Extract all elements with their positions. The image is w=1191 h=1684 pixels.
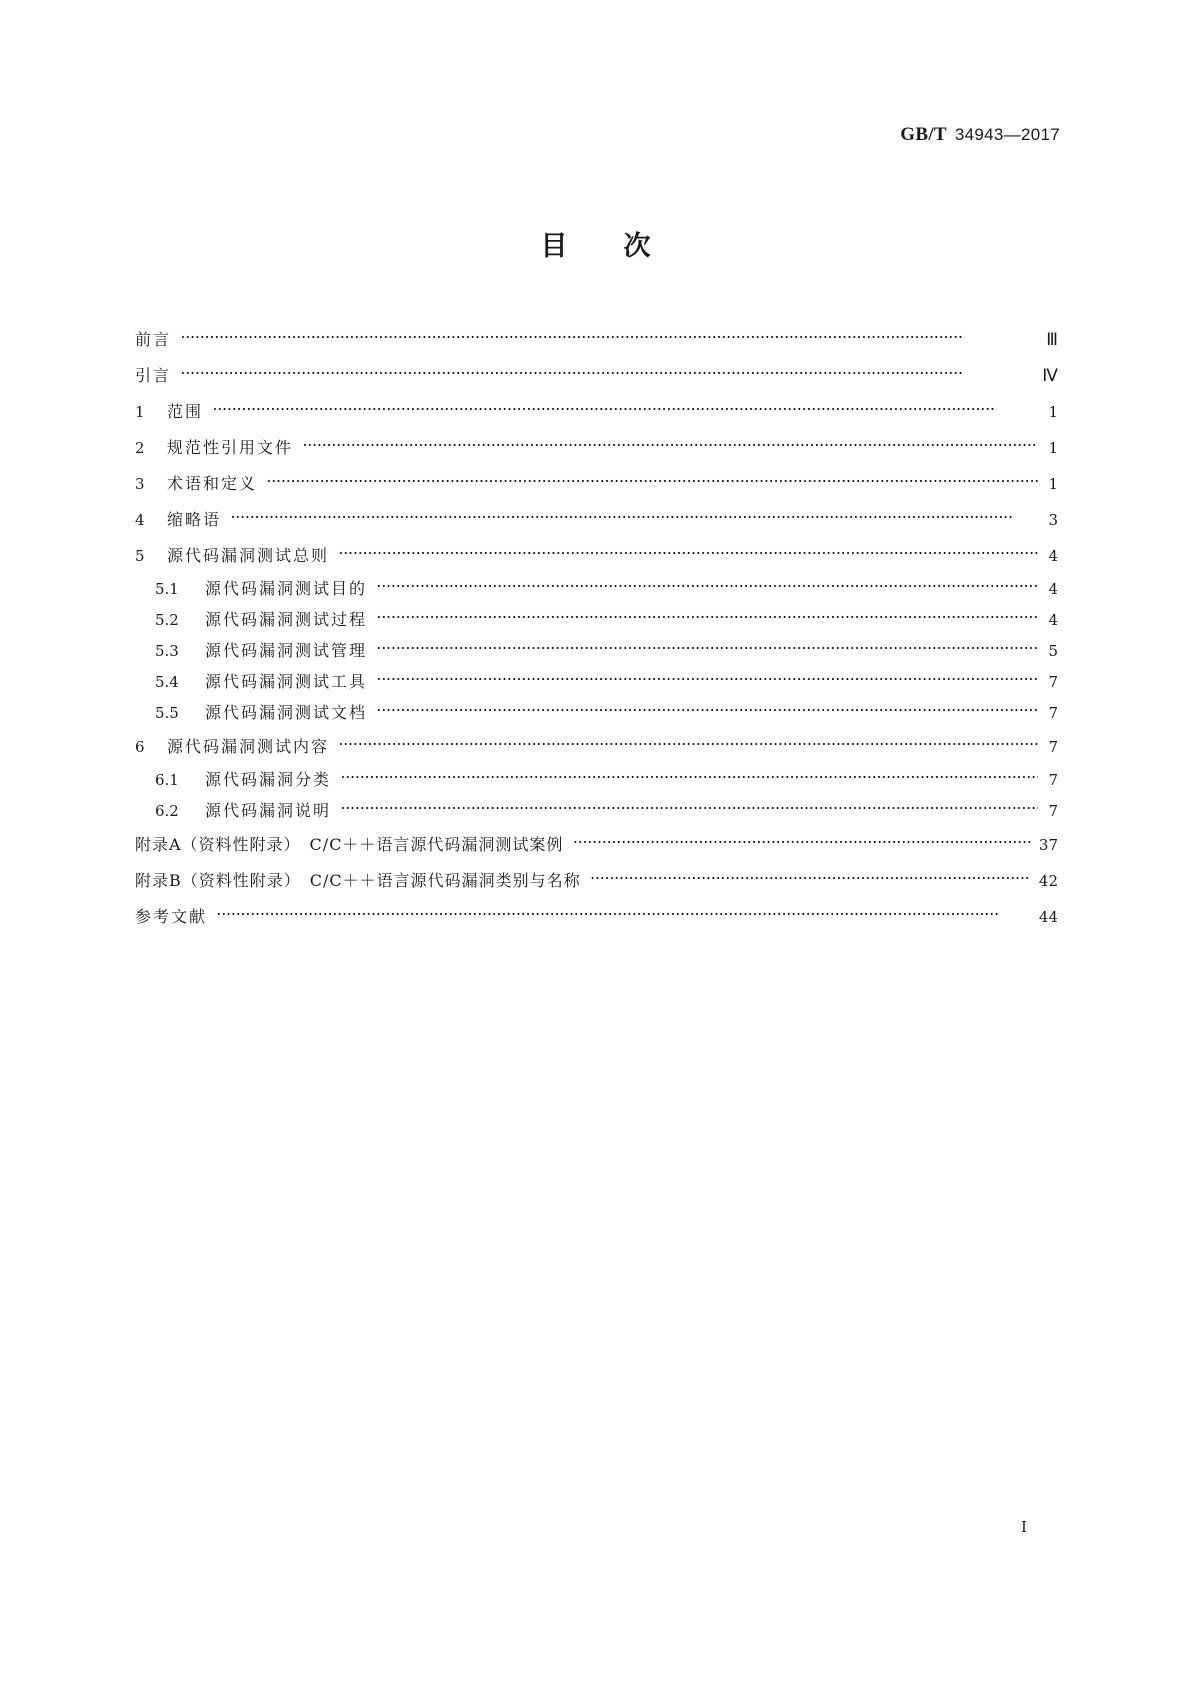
- toc-number: 5.4: [155, 673, 179, 691]
- toc-entry-2[interactable]: [135, 435, 1058, 471]
- toc-number: 5: [135, 547, 145, 565]
- toc-entry-5-4[interactable]: [135, 669, 1058, 700]
- standard-code: [900, 124, 1060, 146]
- dot-leader: [267, 475, 1038, 488]
- toc-entry-6-1[interactable]: [135, 767, 1058, 798]
- dot-leader: [377, 611, 1038, 624]
- toc-label: 缩略语: [167, 510, 222, 529]
- toc-page: 4: [1048, 611, 1058, 629]
- table-of-contents: [135, 327, 1058, 940]
- dot-leader: [341, 802, 1038, 815]
- toc-entry-3[interactable]: [135, 471, 1058, 507]
- toc-number: 6.2: [155, 802, 179, 820]
- dot-leader: [339, 547, 1038, 560]
- standard-number: 34943—2017: [954, 125, 1060, 144]
- dot-leader: [573, 836, 1030, 849]
- toc-entry-bibliography[interactable]: [135, 904, 1058, 940]
- dot-leader: [377, 704, 1038, 717]
- toc-entry-5-2[interactable]: [135, 607, 1058, 638]
- dot-leader: [377, 580, 1038, 593]
- standard-prefix: GB/T: [900, 124, 947, 145]
- toc-page: 7: [1048, 673, 1058, 691]
- dot-leader: [181, 367, 1034, 380]
- toc-label: 范围: [167, 402, 204, 421]
- toc-entry-introduction[interactable]: [135, 363, 1058, 399]
- toc-number: 2: [135, 439, 145, 457]
- toc-page: 42: [1038, 872, 1058, 890]
- toc-page: 4: [1048, 547, 1058, 565]
- toc-entry-foreword[interactable]: [135, 327, 1058, 363]
- toc-number: 5.3: [155, 642, 179, 660]
- toc-number: 5.5: [155, 704, 179, 722]
- dot-leader: [213, 403, 1038, 416]
- toc-label: 附录B（资料性附录） C/C＋＋语言源代码漏洞类别与名称: [135, 871, 581, 890]
- dot-leader: [231, 511, 1038, 524]
- toc-label: 源代码漏洞分类: [205, 770, 332, 789]
- toc-number: 5.1: [155, 580, 179, 598]
- toc-label: 源代码漏洞测试目的: [205, 579, 368, 598]
- dot-leader: [591, 872, 1031, 885]
- toc-number: 6: [135, 738, 145, 756]
- toc-number: 5.2: [155, 611, 179, 629]
- toc-label: 术语和定义: [167, 474, 258, 493]
- toc-entry-5-1[interactable]: [135, 576, 1058, 607]
- toc-entry-1[interactable]: [135, 399, 1058, 435]
- toc-entry-4[interactable]: [135, 507, 1058, 543]
- toc-label: 参考文献: [135, 907, 208, 926]
- toc-label: 引言: [135, 366, 172, 385]
- dot-leader: [341, 771, 1038, 784]
- toc-page: 7: [1048, 802, 1058, 820]
- page-number: I: [1021, 1518, 1027, 1536]
- toc-entry-5[interactable]: [135, 543, 1058, 576]
- dot-leader: [217, 908, 1031, 921]
- toc-entry-6[interactable]: [135, 734, 1058, 767]
- toc-page: 44: [1038, 908, 1058, 926]
- toc-page: 7: [1048, 704, 1058, 722]
- toc-number: 3: [135, 475, 145, 493]
- toc-page: Ⅲ: [1046, 330, 1058, 349]
- toc-entry-annex-b[interactable]: [135, 868, 1058, 904]
- toc-page: 1: [1048, 439, 1058, 457]
- toc-number: 6.1: [155, 771, 179, 789]
- toc-label: 前言: [135, 330, 172, 349]
- dot-leader: [377, 642, 1038, 655]
- toc-label: 源代码漏洞测试管理: [205, 641, 368, 660]
- toc-page: 7: [1048, 738, 1058, 756]
- toc-label: 源代码漏洞测试工具: [205, 672, 368, 691]
- toc-page: 4: [1048, 580, 1058, 598]
- toc-entry-5-3[interactable]: [135, 638, 1058, 669]
- toc-label: 源代码漏洞测试内容: [167, 737, 330, 756]
- toc-page: 1: [1048, 403, 1058, 421]
- dot-leader: [181, 331, 1038, 344]
- dot-leader: [303, 439, 1038, 452]
- toc-page: Ⅳ: [1042, 366, 1058, 385]
- toc-page: 37: [1038, 836, 1058, 854]
- toc-number: 4: [135, 511, 145, 529]
- toc-page: 7: [1048, 771, 1058, 789]
- toc-label: 源代码漏洞说明: [205, 801, 332, 820]
- toc-label: 源代码漏洞测试过程: [205, 610, 368, 629]
- toc-entry-6-2[interactable]: [135, 798, 1058, 832]
- dot-leader: [339, 738, 1038, 751]
- toc-label: 源代码漏洞测试总则: [167, 546, 330, 565]
- toc-label: 规范性引用文件: [167, 438, 294, 457]
- toc-label: 源代码漏洞测试文档: [205, 703, 368, 722]
- page-title: 目次: [540, 231, 707, 262]
- dot-leader: [377, 673, 1038, 686]
- toc-page: 1: [1048, 475, 1058, 493]
- toc-entry-5-5[interactable]: [135, 700, 1058, 734]
- toc-page: 5: [1048, 642, 1058, 660]
- toc-number: 1: [135, 403, 145, 421]
- toc-label: 附录A（资料性附录） C/C＋＋语言源代码漏洞测试案例: [135, 835, 564, 854]
- toc-page: 3: [1048, 511, 1058, 529]
- toc-entry-annex-a[interactable]: [135, 832, 1058, 868]
